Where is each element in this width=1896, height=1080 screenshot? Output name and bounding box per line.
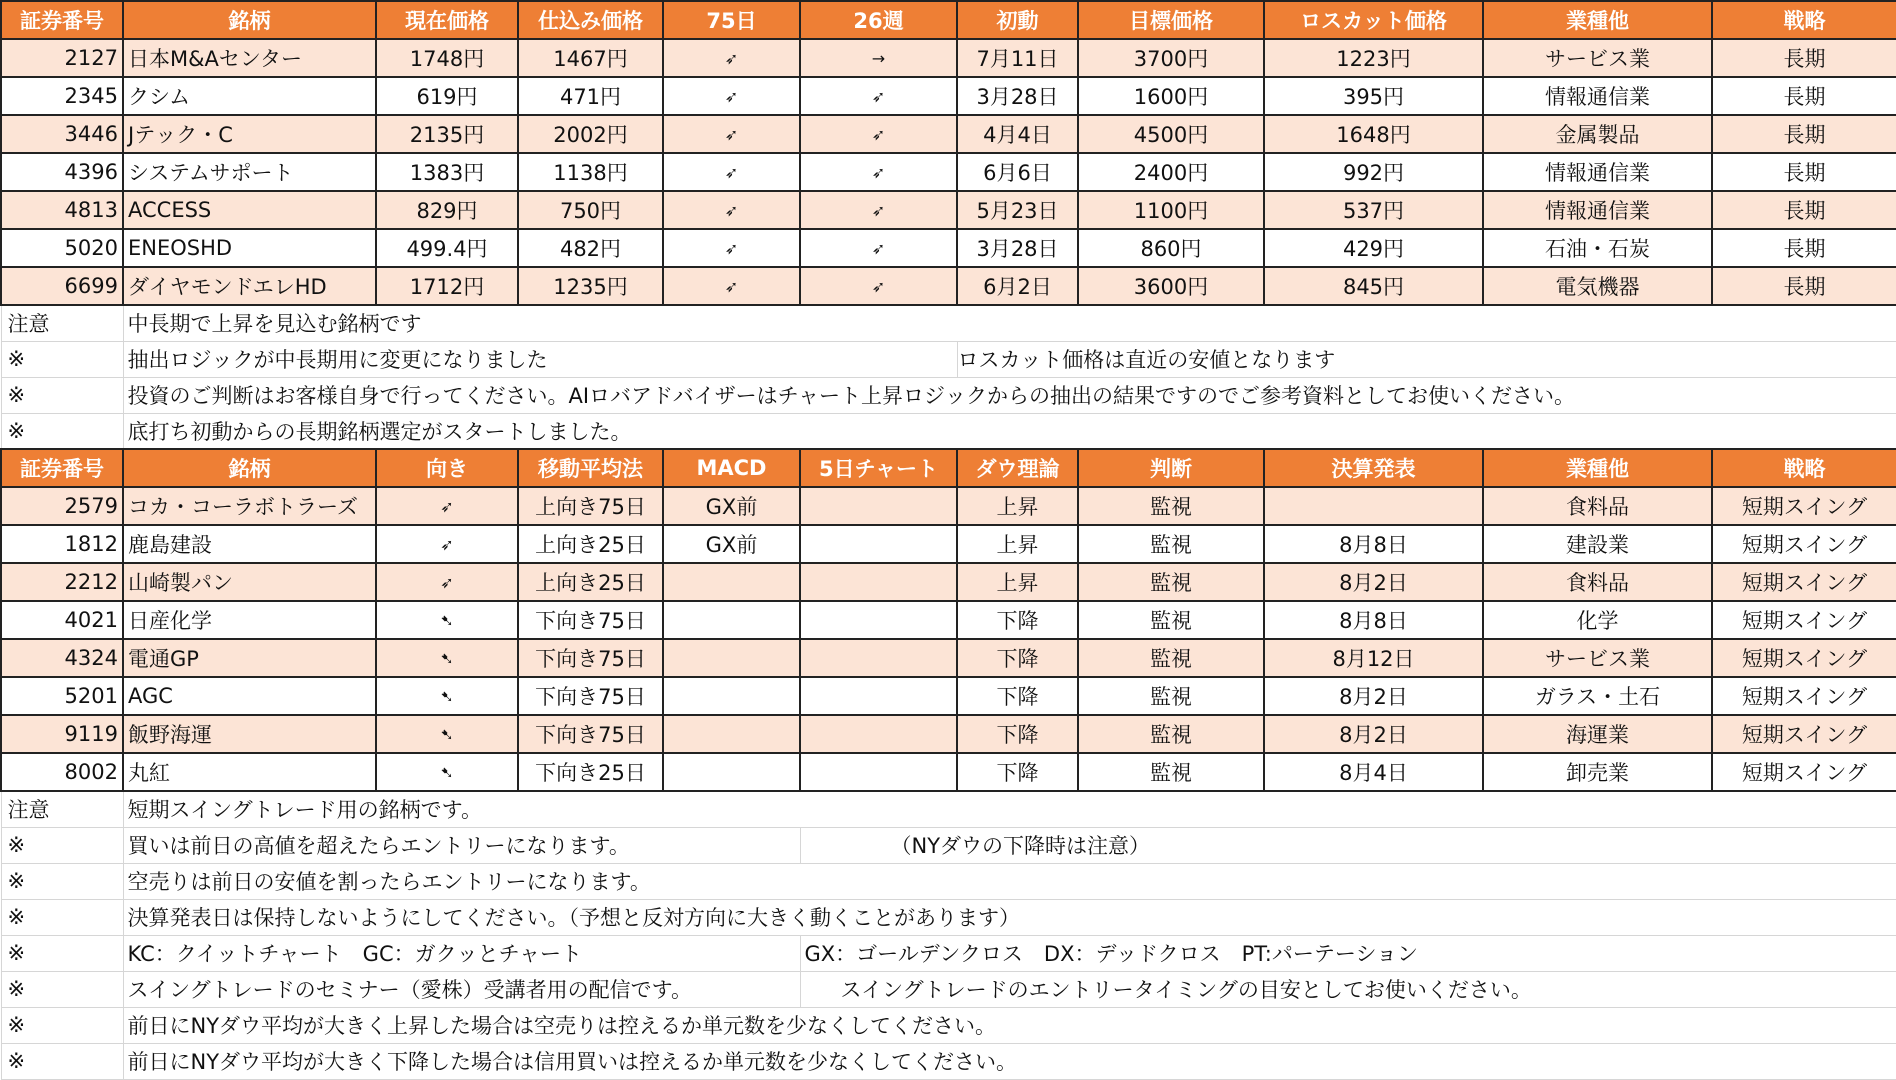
table-cell[interactable]: 2212	[1, 563, 123, 601]
table-cell[interactable]: 監視	[1078, 715, 1264, 753]
table-cell[interactable]: 8月4日	[1264, 753, 1483, 791]
table-row	[1, 677, 1896, 715]
table-cell[interactable]: 537円	[1264, 191, 1483, 229]
table-cell[interactable]: 下向き75日	[518, 639, 663, 677]
table-cell[interactable]	[663, 677, 800, 715]
note-label: ※	[1, 899, 123, 935]
note-row	[1, 305, 1896, 341]
note-label: ※	[1, 1007, 123, 1043]
note-text: 底打ち初動からの長期銘柄選定がスタートしました。	[123, 413, 1896, 449]
column-header[interactable]: ダウ理論	[957, 449, 1078, 487]
table-cell[interactable]: 1100円	[1078, 191, 1264, 229]
note-label: ※	[1, 377, 123, 413]
table-cell[interactable]: 日産化学	[123, 601, 376, 639]
table-cell[interactable]: 卸売業	[1483, 753, 1712, 791]
table-row	[1, 487, 1896, 525]
note-text: 決算発表日は保持しないようにしてください。（予想と反対方向に大きく動くことがあります）	[123, 899, 1896, 935]
table-cell[interactable]: 5201	[1, 677, 123, 715]
table-cell[interactable]: 情報通信業	[1483, 77, 1712, 115]
column-header[interactable]: 銘柄	[123, 449, 376, 487]
note-row	[1, 791, 1896, 827]
table-cell[interactable]: 2002円	[518, 115, 663, 153]
table-cell[interactable]: 短期スイング	[1712, 601, 1896, 639]
table-cell[interactable]: 750円	[518, 191, 663, 229]
table-cell[interactable]: 1467円	[518, 39, 663, 77]
note-label: ※	[1, 935, 123, 971]
table-cell[interactable]: ➶	[800, 229, 957, 267]
column-header[interactable]: 仕込み価格	[518, 1, 663, 39]
table-cell[interactable]: 3700円	[1078, 39, 1264, 77]
header-row	[1, 1, 1896, 39]
table-cell[interactable]: 飯野海運	[123, 715, 376, 753]
table-cell[interactable]: 下向き75日	[518, 715, 663, 753]
table-cell[interactable]: 7月11日	[957, 39, 1078, 77]
table-row	[1, 191, 1896, 229]
note-row	[1, 899, 1896, 935]
table-cell[interactable]: ➶	[663, 229, 800, 267]
table-cell[interactable]: ダイヤモンドエレHD	[123, 267, 376, 305]
note-label: ※	[1, 413, 123, 449]
table-cell[interactable]: 監視	[1078, 677, 1264, 715]
table-cell[interactable]: 上昇	[957, 487, 1078, 525]
table-cell[interactable]: 6月6日	[957, 153, 1078, 191]
table-cell[interactable]: 電気機器	[1483, 267, 1712, 305]
table-cell[interactable]: 鹿島建設	[123, 525, 376, 563]
table-cell[interactable]	[800, 677, 957, 715]
note-row	[1, 971, 1896, 1007]
table-cell[interactable]: ➶	[800, 115, 957, 153]
note-row	[1, 377, 1896, 413]
table-cell[interactable]: ➶	[800, 191, 957, 229]
note-text: ロスカット価格は直近の安値となります	[957, 341, 1896, 377]
table-cell[interactable]: 619円	[376, 77, 518, 115]
note-text: 抽出ロジックが中長期用に変更になりました	[123, 341, 957, 377]
table-cell[interactable]: 下降	[957, 677, 1078, 715]
note-text: 前日にNYダウ平均が大きく上昇した場合は空売りは控えるか単元数を少なくしてください。	[123, 1007, 1896, 1043]
note-label: ※	[1, 341, 123, 377]
table-cell[interactable]: ➶	[663, 77, 800, 115]
note-text: 中長期で上昇を見込む銘柄です	[123, 305, 1896, 341]
table-cell[interactable]: ➶	[663, 191, 800, 229]
note-text: 空売りは前日の安値を割ったらエントリーになります。	[123, 863, 1896, 899]
table-cell[interactable]: ➶	[376, 525, 518, 563]
note-label: ※	[1, 1043, 123, 1079]
table-cell[interactable]: 2579	[1, 487, 123, 525]
table-cell[interactable]: ➶	[800, 153, 957, 191]
column-header[interactable]: 初動	[957, 1, 1078, 39]
table-cell[interactable]: 下向き25日	[518, 753, 663, 791]
table-row	[1, 563, 1896, 601]
table-cell[interactable]: ガラス・土石	[1483, 677, 1712, 715]
table-cell[interactable]: 短期スイング	[1712, 639, 1896, 677]
table-row	[1, 601, 1896, 639]
table-cell[interactable]	[663, 563, 800, 601]
table-cell[interactable]: 4813	[1, 191, 123, 229]
table-cell[interactable]: 監視	[1078, 525, 1264, 563]
table-cell[interactable]	[800, 639, 957, 677]
table-cell[interactable]: 5月23日	[957, 191, 1078, 229]
table-cell[interactable]	[800, 487, 957, 525]
table-cell[interactable]: 8月12日	[1264, 639, 1483, 677]
table-cell[interactable]: 8月8日	[1264, 525, 1483, 563]
column-header[interactable]: 業種他	[1483, 449, 1712, 487]
table-cell[interactable]: 1648円	[1264, 115, 1483, 153]
table-cell[interactable]	[663, 753, 800, 791]
table-cell[interactable]: ➶	[663, 267, 800, 305]
table-cell[interactable]: 8月2日	[1264, 563, 1483, 601]
table-cell[interactable]: 3月28日	[957, 77, 1078, 115]
table-cell[interactable]: 395円	[1264, 77, 1483, 115]
table-cell[interactable]: 監視	[1078, 487, 1264, 525]
column-header[interactable]: 5日チャート	[800, 449, 957, 487]
table-cell[interactable]: 6月2日	[957, 267, 1078, 305]
note-text: 買いは前日の高値を超えたらエントリーになります。	[123, 827, 800, 863]
table-cell[interactable]: 長期	[1712, 153, 1896, 191]
note-row	[1, 413, 1896, 449]
table-cell[interactable]: 1712円	[376, 267, 518, 305]
table-cell[interactable]: 860円	[1078, 229, 1264, 267]
table-cell[interactable]: ➷	[376, 715, 518, 753]
table-cell[interactable]: ➶	[376, 487, 518, 525]
table-cell[interactable]: 短期スイング	[1712, 525, 1896, 563]
note-text: 投資のご判断はお客様自身で行ってください。AIロバアドバイザーはチャート上昇ロジックからの抽出の結果ですのでご参考資料としてお使いください。	[123, 377, 1896, 413]
note-label: ※	[1, 827, 123, 863]
table-row	[1, 639, 1896, 677]
table-cell[interactable]: 下降	[957, 715, 1078, 753]
table-cell[interactable]: 9119	[1, 715, 123, 753]
table-cell[interactable]: GX前	[663, 525, 800, 563]
table-cell[interactable]: 下降	[957, 601, 1078, 639]
column-header[interactable]: 証券番号	[1, 1, 123, 39]
table-cell[interactable]	[1264, 487, 1483, 525]
table-cell[interactable]: 食料品	[1483, 487, 1712, 525]
table-row	[1, 267, 1896, 305]
note-label: 注意	[1, 305, 123, 341]
column-header[interactable]: 戦略	[1712, 1, 1896, 39]
note-label: 注意	[1, 791, 123, 827]
table-cell[interactable]: 海運業	[1483, 715, 1712, 753]
column-header[interactable]: ロスカット価格	[1264, 1, 1483, 39]
table-cell[interactable]: 8月2日	[1264, 715, 1483, 753]
table-row	[1, 39, 1896, 77]
table-row	[1, 229, 1896, 267]
table-cell[interactable]: ➶	[663, 153, 800, 191]
table-cell[interactable]: 4月4日	[957, 115, 1078, 153]
table-cell[interactable]: 短期スイング	[1712, 677, 1896, 715]
column-header[interactable]: 目標価格	[1078, 1, 1264, 39]
column-header[interactable]: 戦略	[1712, 449, 1896, 487]
table-cell[interactable]: 長期	[1712, 191, 1896, 229]
table-cell[interactable]: 499.4円	[376, 229, 518, 267]
table-cell[interactable]: 429円	[1264, 229, 1483, 267]
table-cell[interactable]: Jテック・C	[123, 115, 376, 153]
table-cell[interactable]: 829円	[376, 191, 518, 229]
note-text: KC：クイットチャート GC：ガクッとチャート	[123, 935, 800, 971]
table-cell[interactable]: 日本M&Aセンター	[123, 39, 376, 77]
table-row	[1, 525, 1896, 563]
table-row	[1, 753, 1896, 791]
table-cell[interactable]: 3446	[1, 115, 123, 153]
table-cell[interactable]: 471円	[518, 77, 663, 115]
table-cell[interactable]: 2400円	[1078, 153, 1264, 191]
table-cell[interactable]: 下向き75日	[518, 601, 663, 639]
table-cell[interactable]: 丸紅	[123, 753, 376, 791]
table-cell[interactable]: 情報通信業	[1483, 153, 1712, 191]
note-row	[1, 935, 1896, 971]
table-cell[interactable]: 建設業	[1483, 525, 1712, 563]
table-cell[interactable]: 4021	[1, 601, 123, 639]
table-cell[interactable]: ➷	[376, 677, 518, 715]
table-cell[interactable]: 1223円	[1264, 39, 1483, 77]
table-cell[interactable]: 上昇	[957, 525, 1078, 563]
table-cell[interactable]: 1812	[1, 525, 123, 563]
table-cell[interactable]: ➷	[376, 639, 518, 677]
table-cell[interactable]: 山崎製パン	[123, 563, 376, 601]
table-cell[interactable]: 長期	[1712, 229, 1896, 267]
table-cell[interactable]: 上向き75日	[518, 487, 663, 525]
table-cell[interactable]: 1748円	[376, 39, 518, 77]
table-cell[interactable]: 金属製品	[1483, 115, 1712, 153]
table-row	[1, 153, 1896, 191]
table-cell[interactable]: 6699	[1, 267, 123, 305]
table-cell[interactable]: 長期	[1712, 267, 1896, 305]
note-row	[1, 827, 1896, 863]
table-cell[interactable]: GX前	[663, 487, 800, 525]
table-cell[interactable]: 3月28日	[957, 229, 1078, 267]
table-cell[interactable]: 1235円	[518, 267, 663, 305]
table-cell[interactable]: 1138円	[518, 153, 663, 191]
table-cell[interactable]: ➶	[800, 77, 957, 115]
table-cell[interactable]: 992円	[1264, 153, 1483, 191]
table-cell[interactable]: 長期	[1712, 115, 1896, 153]
table-cell[interactable]: 化学	[1483, 601, 1712, 639]
table-cell[interactable]: 長期	[1712, 77, 1896, 115]
note-label: ※	[1, 863, 123, 899]
column-header[interactable]: 判断	[1078, 449, 1264, 487]
column-header[interactable]: 銘柄	[123, 1, 376, 39]
table-cell[interactable]: システムサポート	[123, 153, 376, 191]
table-cell[interactable]: サービス業	[1483, 39, 1712, 77]
table-cell[interactable]: 8月8日	[1264, 601, 1483, 639]
table-cell[interactable]: ➶	[663, 39, 800, 77]
table-cell[interactable]: 短期スイング	[1712, 487, 1896, 525]
column-header[interactable]: 75日	[663, 1, 800, 39]
table-cell[interactable]: 短期スイング	[1712, 563, 1896, 601]
table-cell[interactable]: 下降	[957, 753, 1078, 791]
table-cell[interactable]: 1600円	[1078, 77, 1264, 115]
table-cell[interactable]: ➶	[800, 267, 957, 305]
table-cell[interactable]	[800, 715, 957, 753]
table-row	[1, 77, 1896, 115]
table-cell[interactable]: 短期スイング	[1712, 715, 1896, 753]
table-cell[interactable]: 下降	[957, 639, 1078, 677]
table-cell[interactable]: 1383円	[376, 153, 518, 191]
note-text: 短期スイングトレード用の銘柄です。	[123, 791, 1896, 827]
note-row	[1, 1043, 1896, 1079]
note-text: スイングトレードのセミナー（愛株）受講者用の配信です。	[123, 971, 800, 1007]
table-cell[interactable]: 8002	[1, 753, 123, 791]
column-header[interactable]: 証券番号	[1, 449, 123, 487]
table-cell[interactable]: 845円	[1264, 267, 1483, 305]
table-cell[interactable]	[800, 601, 957, 639]
table-row	[1, 715, 1896, 753]
table-cell[interactable]: 4324	[1, 639, 123, 677]
table-cell[interactable]: 上向き25日	[518, 563, 663, 601]
table-cell[interactable]	[800, 753, 957, 791]
column-header[interactable]: 移動平均法	[518, 449, 663, 487]
table-cell[interactable]: 石油・石炭	[1483, 229, 1712, 267]
note-row	[1, 341, 1896, 377]
column-header[interactable]: 現在価格	[376, 1, 518, 39]
table-cell[interactable]: 上昇	[957, 563, 1078, 601]
table-cell[interactable]: 下向き75日	[518, 677, 663, 715]
table-cell[interactable]	[663, 715, 800, 753]
note-label: ※	[1, 971, 123, 1007]
table-cell[interactable]: 食料品	[1483, 563, 1712, 601]
table-cell[interactable]: 電通GP	[123, 639, 376, 677]
note-text: GX：ゴールデンクロス DX：デッドクロス PT:パーテーション	[800, 935, 1896, 971]
column-header[interactable]: 業種他	[1483, 1, 1712, 39]
column-header[interactable]: 決算発表	[1264, 449, 1483, 487]
table-cell[interactable]: →	[800, 39, 957, 77]
table-cell[interactable]: ➶	[376, 563, 518, 601]
table-cell[interactable]: 3600円	[1078, 267, 1264, 305]
table-cell[interactable]	[663, 639, 800, 677]
table-cell[interactable]: 2345	[1, 77, 123, 115]
note-text: スイングトレードのエントリータイミングの目安としてお使いください。	[800, 971, 1896, 1007]
note-row	[1, 1007, 1896, 1043]
column-header[interactable]: 26週	[800, 1, 957, 39]
table-cell[interactable]: ➶	[663, 115, 800, 153]
table-cell[interactable]	[800, 563, 957, 601]
table-cell[interactable]: 監視	[1078, 639, 1264, 677]
column-header[interactable]: MACD	[663, 449, 800, 487]
table-cell[interactable]: 監視	[1078, 601, 1264, 639]
table-cell[interactable]: 8月2日	[1264, 677, 1483, 715]
table-cell[interactable]: 4396	[1, 153, 123, 191]
table-cell[interactable]: 情報通信業	[1483, 191, 1712, 229]
table-cell[interactable]: ENEOSHD	[123, 229, 376, 267]
header-row	[1, 449, 1896, 487]
table-cell[interactable]: ACCESS	[123, 191, 376, 229]
table-cell[interactable]: クシム	[123, 77, 376, 115]
table-cell[interactable]: 長期	[1712, 39, 1896, 77]
table-cell[interactable]: 482円	[518, 229, 663, 267]
table-cell[interactable]: 2127	[1, 39, 123, 77]
column-header[interactable]: 向き	[376, 449, 518, 487]
table-cell[interactable]: 2135円	[376, 115, 518, 153]
table-cell[interactable]: 4500円	[1078, 115, 1264, 153]
table-cell[interactable]: サービス業	[1483, 639, 1712, 677]
table-cell[interactable]: 5020	[1, 229, 123, 267]
table-cell[interactable]: ➷	[376, 601, 518, 639]
table-cell[interactable]: 監視	[1078, 753, 1264, 791]
table-cell[interactable]: 短期スイング	[1712, 753, 1896, 791]
table-cell[interactable]	[663, 601, 800, 639]
table-row	[1, 115, 1896, 153]
table-cell[interactable]: コカ・コーラボトラーズ	[123, 487, 376, 525]
note-row	[1, 863, 1896, 899]
table-cell[interactable]	[800, 525, 957, 563]
table-cell[interactable]: 監視	[1078, 563, 1264, 601]
table-cell[interactable]: AGC	[123, 677, 376, 715]
note-text: （NYダウの下降時は注意）	[800, 827, 1896, 863]
note-text: 前日にNYダウ平均が大きく下降した場合は信用買いは控えるか単元数を少なくしてください。	[123, 1043, 1896, 1079]
table-cell[interactable]: 上向き25日	[518, 525, 663, 563]
table-cell[interactable]: ➷	[376, 753, 518, 791]
